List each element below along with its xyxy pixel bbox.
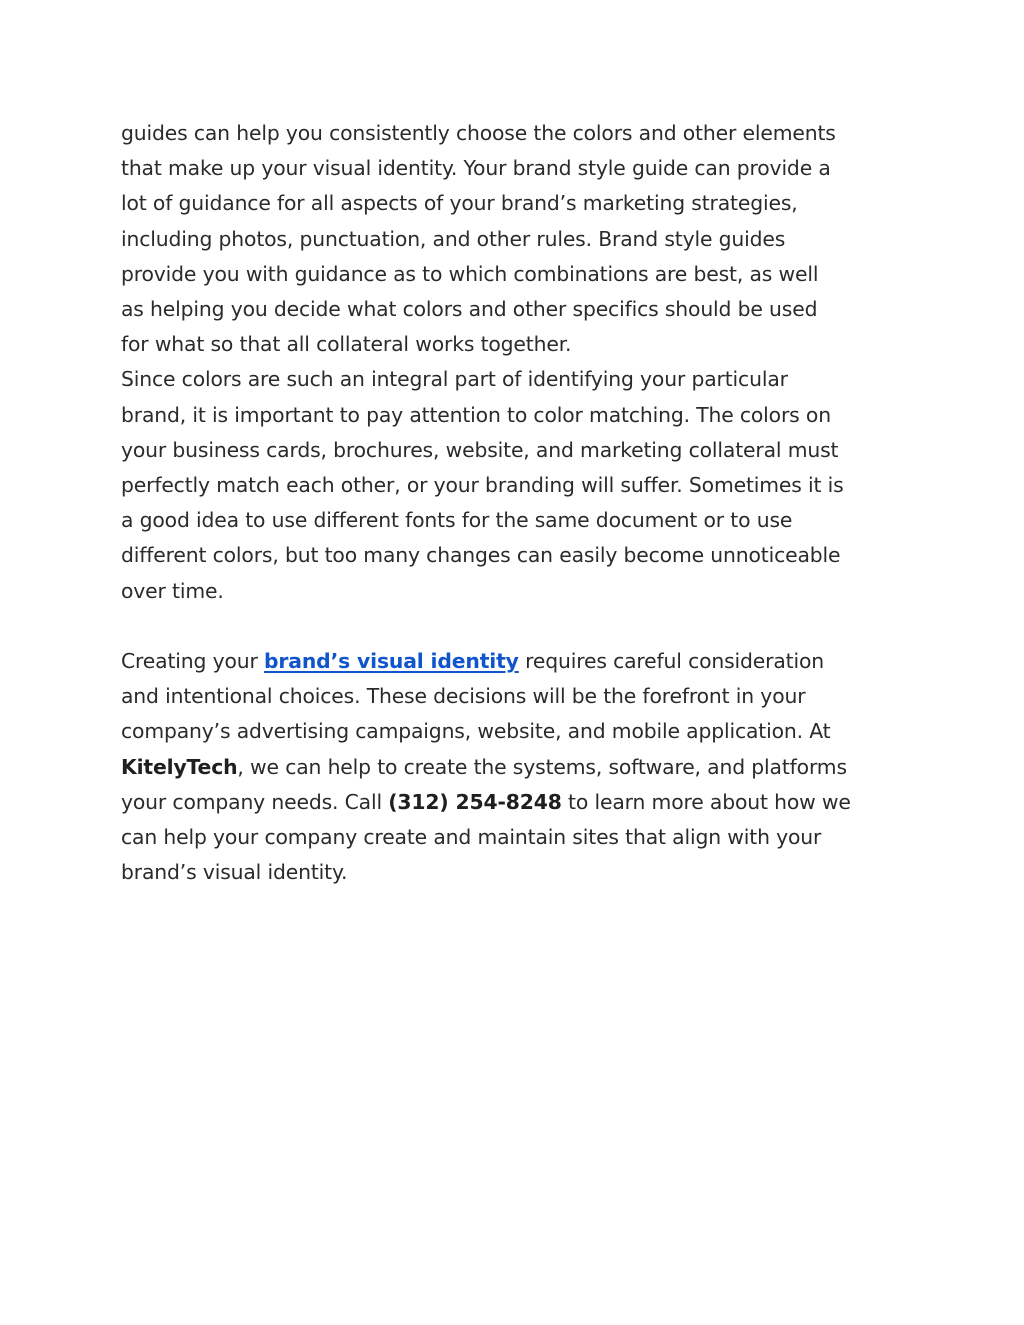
company-name: KitelyTech <box>121 754 238 779</box>
text-line <box>121 785 921 820</box>
phone-number: (312) 254-8248 <box>388 789 562 814</box>
text-line: for what so that all collateral works together. <box>121 332 572 357</box>
text-line <box>121 750 921 785</box>
text-line <box>121 644 921 679</box>
text-line: provide you with guidance as to which combinations are best, as well <box>121 261 819 286</box>
text-line: including photos, punctuation, and other rules. Brand style guides <box>121 226 786 251</box>
text-segment: Creating your <box>121 649 265 674</box>
text-line: lot of guidance for all aspects of your brand’s marketing strategies, <box>121 191 798 216</box>
paragraph-spacer <box>121 609 921 644</box>
text-line: can help your company create and maintain sites that align with your <box>121 825 822 850</box>
document-body <box>121 116 921 890</box>
text-line: that make up your visual identity. Your brand style guide can provide a <box>121 156 831 181</box>
text-line: company’s advertising campaigns, website, and mobile application. At <box>121 719 831 744</box>
text-segment: your company needs. Call <box>121 789 389 814</box>
text-segment: to learn more about how we <box>561 789 851 814</box>
text-line: and intentional choices. These decisions will be the forefront in your <box>121 684 806 709</box>
text-line: a good idea to use different fonts for the same document or to use <box>121 508 793 533</box>
text-line: Since colors are such an integral part of identifying your particular <box>121 367 788 392</box>
text-line: different colors, but too many changes can easily become unnoticeable <box>121 543 841 568</box>
text-line: your business cards, brochures, website, and marketing collateral must <box>121 437 839 462</box>
text-segment: , we can help to create the systems, software, and platforms <box>237 754 847 779</box>
brand-visual-identity-link[interactable]: brand’s visual identity <box>264 649 519 674</box>
text-line: guides can help you consistently choose the colors and other elements <box>121 121 836 145</box>
text-line: brand’s visual identity. <box>121 860 348 885</box>
text-segment: requires careful consideration <box>518 649 825 674</box>
text-line: brand, it is important to pay attention to color matching. The colors on <box>121 402 831 427</box>
text-line: over time. <box>121 578 224 603</box>
paragraph-style-guides <box>121 116 921 362</box>
text-line: as helping you decide what colors and other specifics should be used <box>121 297 818 322</box>
paragraph-call-to-action <box>121 644 921 890</box>
text-line: perfectly match each other, or your branding will suffer. Sometimes it is <box>121 473 844 498</box>
paragraph-color-matching <box>121 362 921 608</box>
